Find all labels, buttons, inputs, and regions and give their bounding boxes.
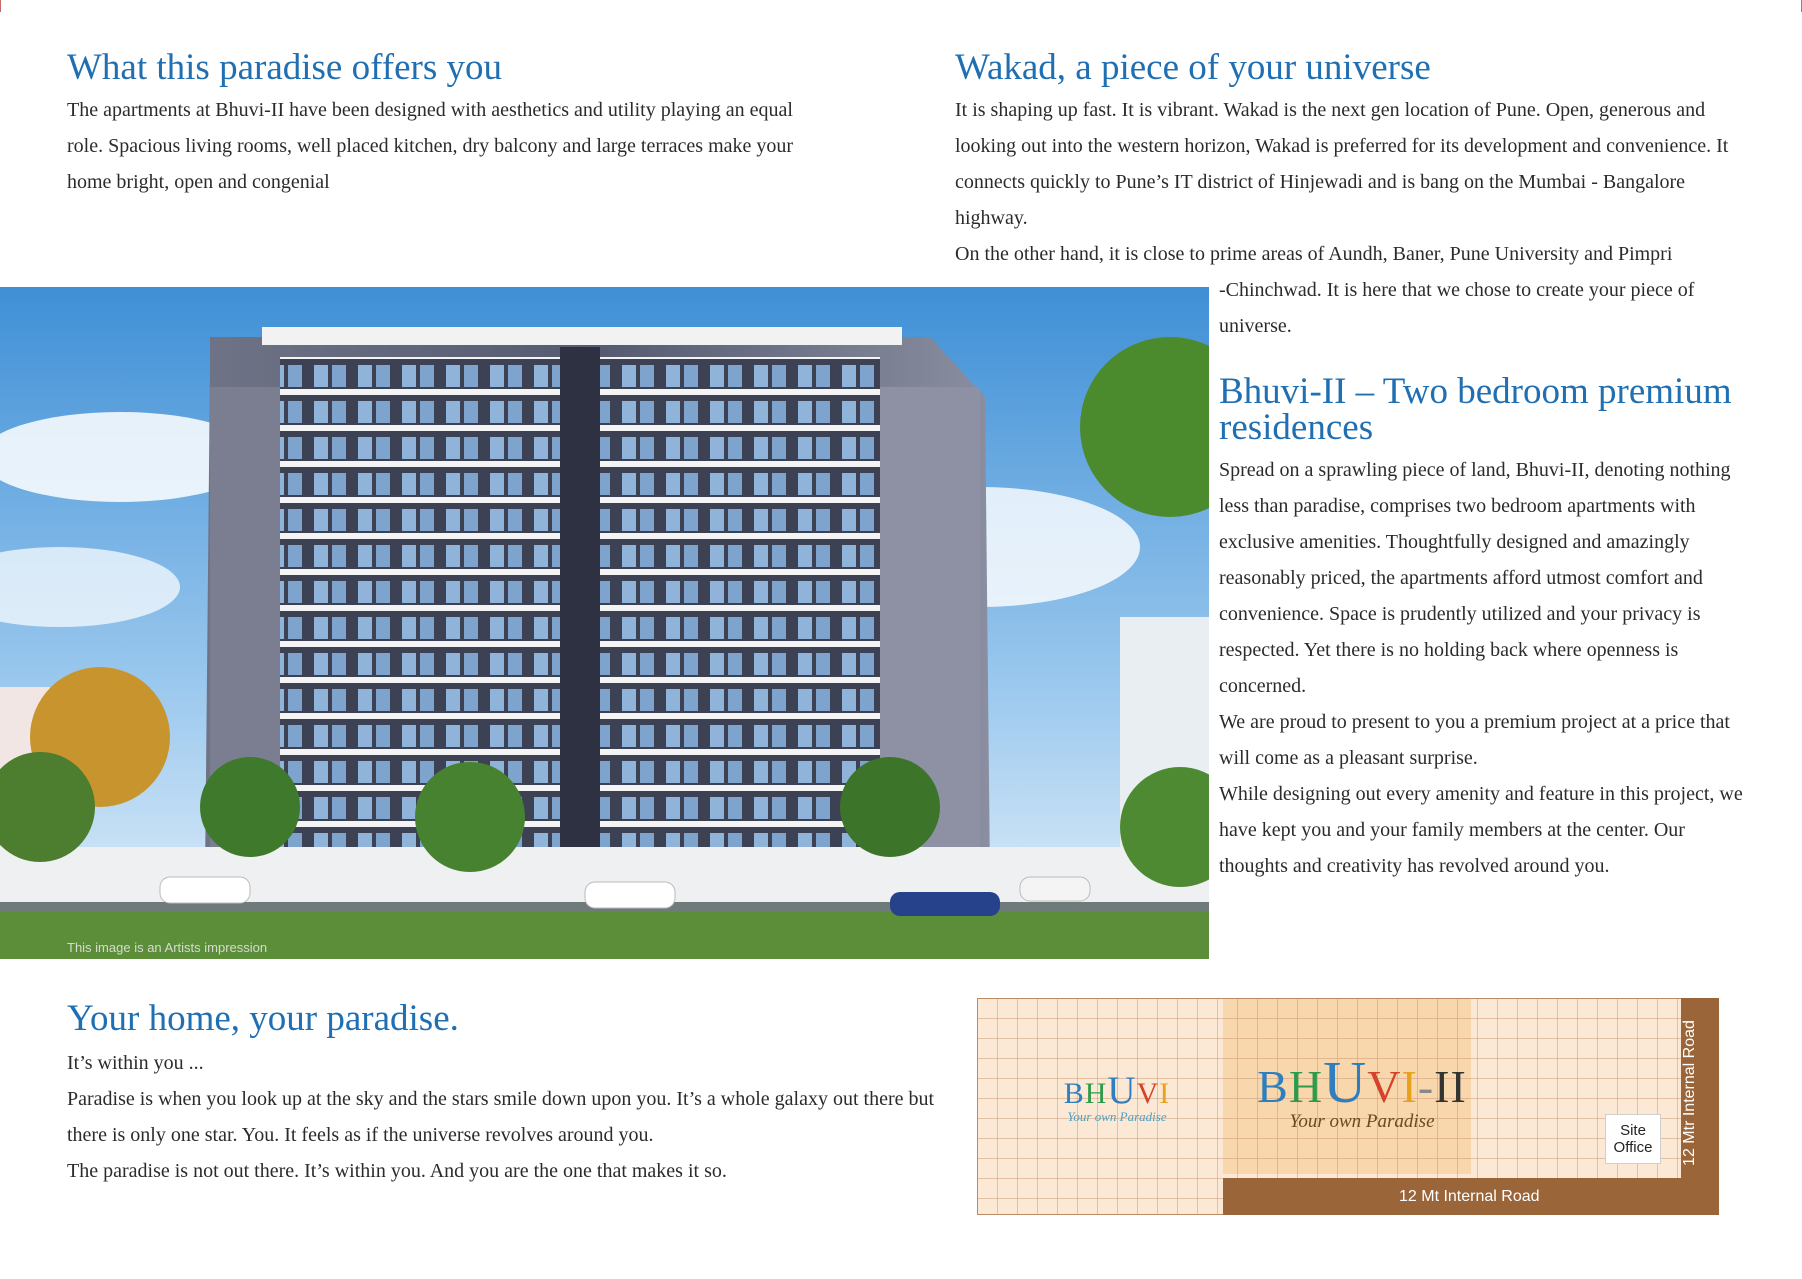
crop-mark-left: [0, 0, 1, 12]
logo-letter: -: [1417, 1061, 1435, 1112]
section-title-wakad: Wakad, a piece of your universe: [955, 47, 1431, 88]
logo-letter: U: [1323, 1049, 1368, 1115]
home-line-1: It’s within you ...: [67, 1052, 204, 1074]
render-caption: This image is an Artists impression: [67, 940, 268, 955]
section-title-offers: What this paradise offers you: [67, 47, 502, 88]
road-label-right: 12 Mtr Internal Road: [1681, 1020, 1698, 1166]
logo-letter: V: [1367, 1061, 1402, 1112]
logo-letter: U: [1107, 1069, 1137, 1112]
site-plan: [977, 998, 1719, 1215]
logo-letter: B: [1257, 1061, 1289, 1112]
wakad-paragraph-2-start: On the other hand, it is close to prime areas of Aundh, Baner, Pune University and Pimpri: [955, 243, 1673, 265]
logo-letter: H: [1288, 1061, 1324, 1112]
wakad-paragraph-1: It is shaping up fast. It is vibrant. Wakad is the next gen location of Pune. Open, generous and looking out into the western horizon, Wakad is preferred for its development and convenience. It connects quickly to Pune’s IT district of Hinjewadi and is bang on the Mumbai - Bangalore highway.: [955, 99, 1729, 229]
wakad-paragraph-2-continued: -Chinchwad. It is here that we chose to create your piece of universe.: [1219, 279, 1695, 337]
bhuvi-paragraph-3: While designing out every amenity and feature in this project, we have kept you and your family members at the center. Our thoughts and creativity has revolved around you.: [1219, 783, 1743, 877]
logo-tagline: Your own Paradise: [1067, 1109, 1167, 1124]
home-line-3: The paradise is not out there. It’s within you. And you are the one that makes it so.: [67, 1160, 727, 1182]
bhuvi-logo: [1037, 1068, 1197, 1125]
building-render-image: [0, 287, 1209, 959]
site-office-label: Site Office: [1605, 1114, 1661, 1164]
road-label-bottom: 12 Mt Internal Road: [1399, 1188, 1540, 1205]
section-body-offers: The apartments at Bhuvi-II have been designed with aesthetics and utility playing an equal role. Spacious living rooms, well placed kitchen, dry balcony and large terraces make your home bright, open and congenial: [67, 99, 794, 193]
section-title-home: Your home, your paradise.: [67, 998, 459, 1039]
logo-letter: B: [1063, 1077, 1085, 1110]
section-body-bhuvi: [1219, 452, 1749, 884]
logo-letter: V: [1136, 1077, 1160, 1110]
logo-letter: I: [1401, 1061, 1418, 1112]
section-title-bhuvi: Bhuvi-II – Two bedroom premium residences: [1219, 371, 1732, 448]
logo-letter: II: [1434, 1061, 1467, 1112]
building-render-illustration: [0, 287, 1209, 959]
bhuvi-paragraph-1: Spread on a sprawling piece of land, Bhuvi-II, denoting nothing less than paradise, comprises two bedroom apartments with exclusive amenities. Thoughtfully designed and amazingly reasonably priced, the apartments afford utmost comfort and convenience. Space is prudently utilized and your privacy is respected. Yet there is no holding back where openness is concerned.: [1219, 459, 1731, 697]
home-line-2: Paradise is when you look up at the sky and the stars smile down upon you. It’s a whole galaxy out there but there is only one star. You. It feels as if the universe revolves around you.: [67, 1088, 935, 1146]
logo-letter: H: [1084, 1077, 1108, 1110]
logo-tagline: Your own Paradise: [1289, 1111, 1435, 1132]
logo-letter: I: [1159, 1077, 1171, 1110]
bhuvi-paragraph-2: We are proud to present to you a premium project at a price that will come as a pleasant surprise.: [1219, 711, 1730, 769]
bhuvi-ii-logo: [1247, 1048, 1477, 1133]
section-body-wakad: [955, 92, 1735, 272]
section-body-home: [67, 1045, 937, 1189]
